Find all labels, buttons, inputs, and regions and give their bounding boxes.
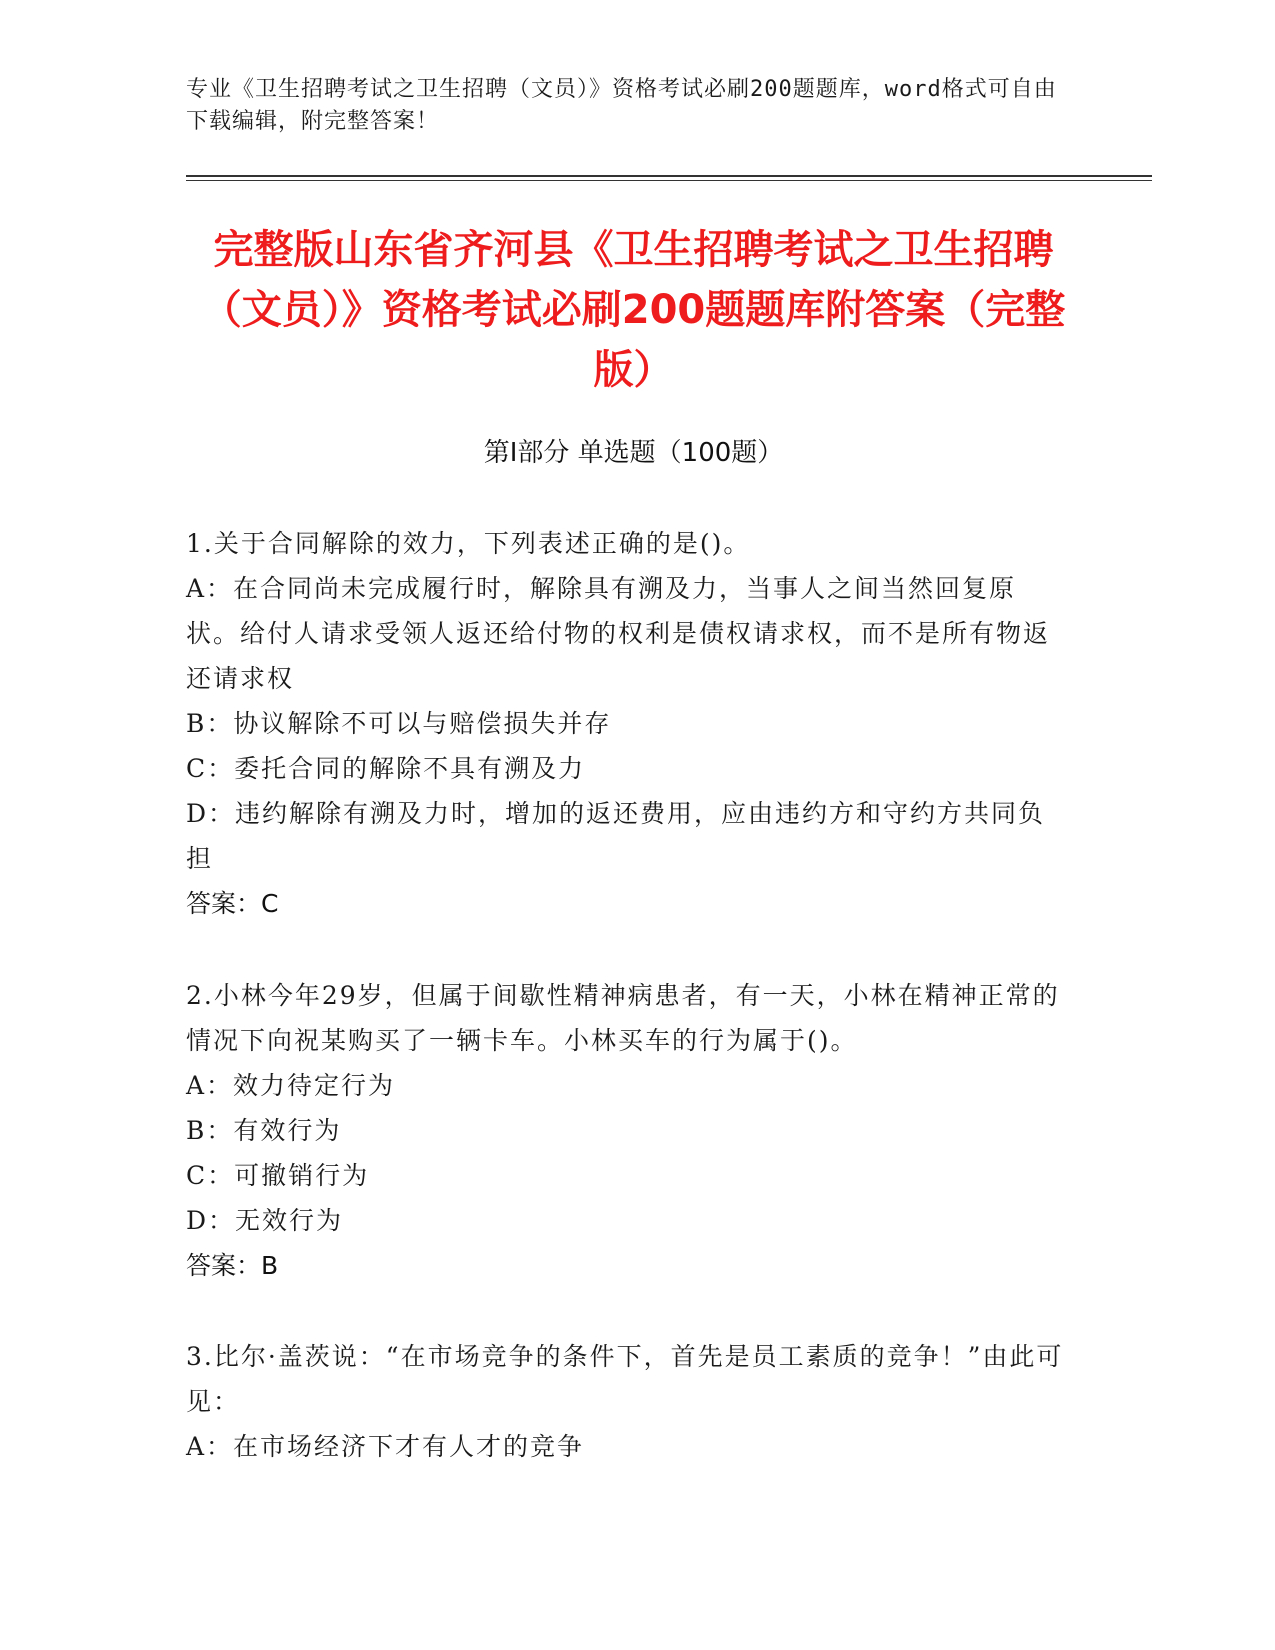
question-2: [186, 973, 1066, 1288]
question-3: [186, 1334, 1066, 1469]
question-option-d: D：无效行为: [186, 1206, 344, 1235]
question-option-b: B：协议解除不可以与赔偿损失并存: [186, 709, 612, 738]
question-stem: 2.小林今年29岁，但属于间歇性精神病患者，有一天，小林在精神正常的情况下向祝某购买了一辆卡车。小林买车的行为属于()。: [186, 981, 1060, 1055]
question-option-a: A：在市场经济下才有人才的竞争: [186, 1432, 585, 1461]
question-stem: 3.比尔·盖茨说：“在市场竞争的条件下，首先是员工素质的竞争！”由此可见：: [186, 1342, 1064, 1416]
question-1: [186, 521, 1066, 926]
header-divider: [186, 175, 1152, 181]
question-option-d: D：违约解除有溯及力时，增加的返还费用，应由违约方和守约方共同负担: [186, 799, 1046, 873]
header-note: 专业《卫生招聘考试之卫生招聘（文员）》资格考试必刷200题题库，word格式可自由下载编辑，附完整答案！: [186, 77, 1057, 134]
question-option-a: A：效力待定行为: [186, 1071, 396, 1100]
question-answer: 答案：C: [186, 889, 279, 918]
question-stem: 1.关于合同解除的效力，下列表述正确的是()。: [186, 529, 751, 558]
question-option-c: C：可撤销行为: [186, 1161, 370, 1190]
question-option-b: B：有效行为: [186, 1116, 342, 1145]
question-answer: 答案：B: [186, 1251, 279, 1280]
question-option-a: A：在合同尚未完成履行时，解除具有溯及力，当事人之间当然回复原状。给付人请求受领人返还给付物的权利是债权请求权，而不是所有物返还请求权: [186, 574, 1051, 693]
document-title: 完整版山东省齐河县《卫生招聘考试之卫生招聘（文员）》资格考试必刷200题题库附答案（完整版）: [201, 227, 1066, 393]
question-option-c: C：委托合同的解除不具有溯及力: [186, 754, 586, 783]
section-heading: 第Ⅰ部分 单选题（100题）: [483, 438, 784, 468]
